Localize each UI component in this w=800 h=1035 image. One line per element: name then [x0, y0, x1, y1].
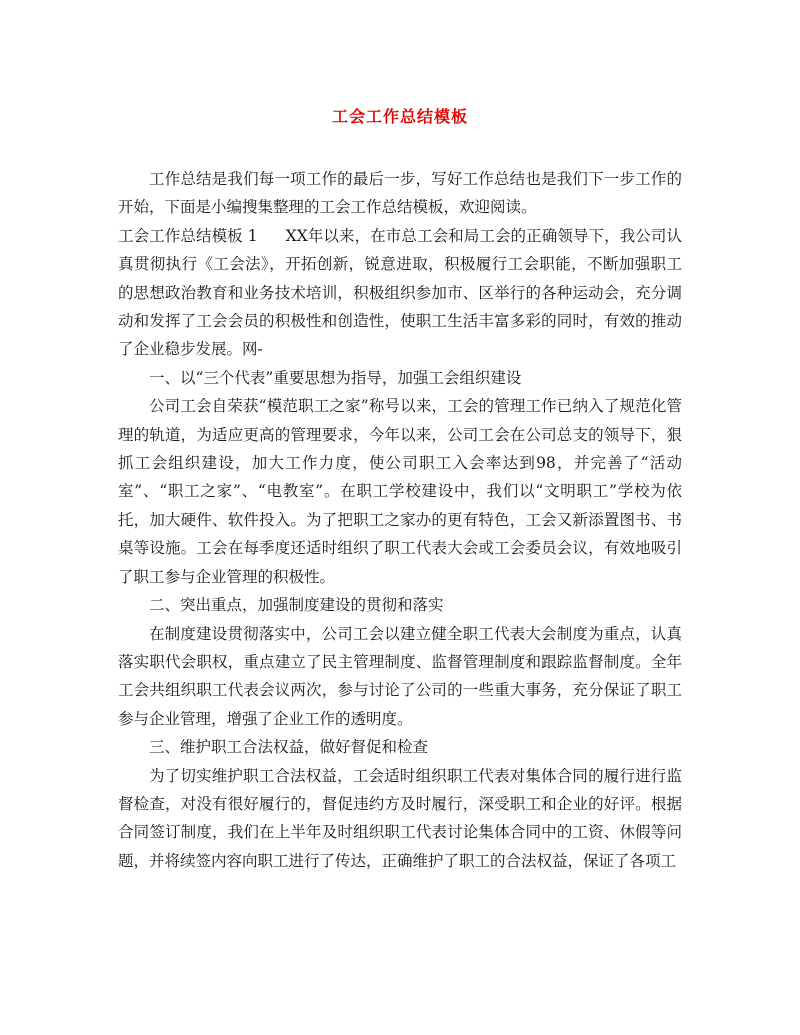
template-paragraph [118, 222, 682, 364]
document-title: 工会工作总结模板 [331, 107, 468, 126]
section1-paragraph: 公司工会自荣获“模范职工之家”称号以来，工会的管理工作已纳入了规范化管理的轨道，为适应更高的管理要求，今年以来，公司工会在公司总支的领导下，狠抓工会组织建设，加大工作力度，使公司职工入会率达到98，并完善了“活动室”、“职工之家”、“电教室”。在职工学校建设中，我们以“文明职工”学校为依托，加大硬件、软件投入。为了把职工之家办的更有特色，工会又新添置图书、书桌等设施。工会在每季度还适时组织了职工代表大会或工会委员会议，有效地吸引了职工参与企业管理的积极性。 [118, 397, 682, 586]
section2-paragraph: 在制度建设贯彻落实中，公司工会以建立健全职工代表大会制度为重点，认真落实职代会职权，重点建立了民主管理制度、监督管理制度和跟踪监督制度。全年工会共组织职工代表会议两次，参与讨论了公司的一些重大事务，充分保证了职工参与企业管理，增强了企业工作的透明度。 [118, 624, 682, 728]
section3-paragraph: 为了切实维护职工合法权益，工会适时组织职工代表对集体合同的履行进行监督检查，对没有很好履行的，督促违约方及时履行，深受职工和企业的好评。根据合同签订制度，我们在上半年及时组织职工代表讨论集体合同中的工资、休假等问题，并将续签内容向职工进行了传达，正确维护了职工的合法权益，保证了各项工 [118, 766, 682, 870]
intro-paragraph: 工作总结是我们每一项工作的最后一步，写好工作总结也是我们下一步工作的开始，下面是小编搜集整理的工会工作总结模板，欢迎阅读。 [118, 170, 682, 217]
section2-heading: 二、突出重点，加强制度建设的贯彻和落实 [149, 596, 444, 615]
document-body [118, 165, 682, 875]
template-paragraph-text: XX年以来，在市总工会和局工会的正确领导下，我公司认真贯彻执行《工会法》，开拓创新，锐意进取，积极履行工会职能，不断加强职工的思想政治教育和业务技术培训，积极组织参加市、区举行的各种运动会，充分调动和发挥了工会会员的积极性和创造性，使职工生活丰富多彩的同时，有效的推动了企业稳步发展。网- [118, 226, 683, 359]
template-label: 工会工作总结模板 1 [118, 226, 258, 245]
section3-heading: 三、维护职工合法权益，做好督促和检查 [149, 738, 429, 757]
section1-heading: 一、以“三个代表”重要思想为指导，加强工会组织建设 [149, 368, 522, 387]
